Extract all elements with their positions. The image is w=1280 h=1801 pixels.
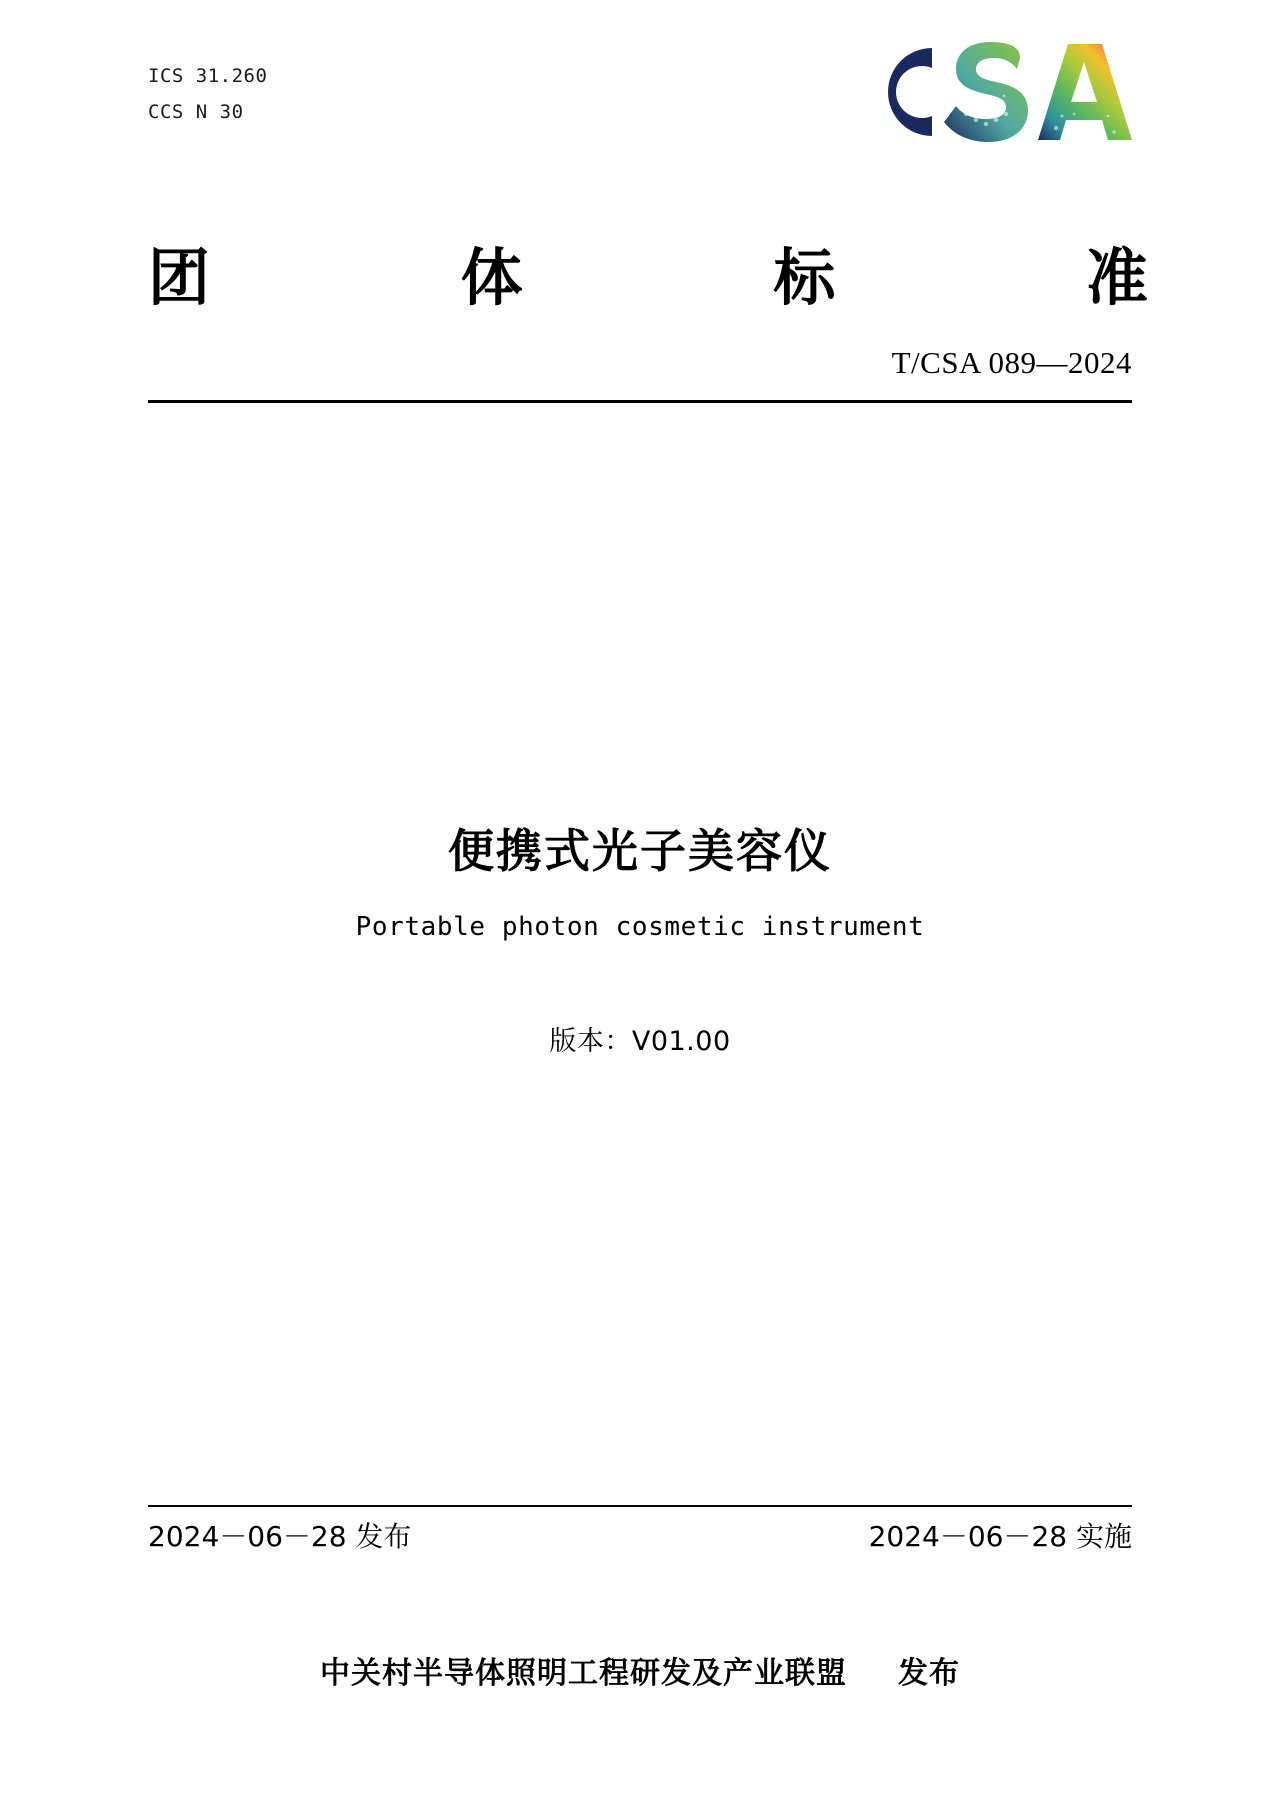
publisher-line xyxy=(0,1648,1280,1692)
logo-letter-s xyxy=(944,42,1028,142)
cover-heading-char-3: 标 xyxy=(773,241,836,314)
ccs-code: CCS N 30 xyxy=(148,101,244,123)
header-divider xyxy=(148,400,1132,403)
classification-codes xyxy=(148,58,267,130)
publisher-name: 中关村半导体照明工程研发及产业联盟 xyxy=(320,1656,848,1691)
logo-letter-a xyxy=(1038,44,1132,140)
ics-code: ICS 31.260 xyxy=(148,65,268,87)
document-title-cn: 便携式光子美容仪 xyxy=(448,824,832,878)
document-title-en: Portable photon cosmetic instrument xyxy=(355,912,925,942)
publisher-suffix: 发布 xyxy=(897,1656,960,1691)
footer-divider xyxy=(148,1505,1132,1507)
document-version: 版本：V01.00 xyxy=(549,1026,731,1057)
cover-heading-char-4: 准 xyxy=(1085,241,1148,314)
cover-heading xyxy=(148,228,1148,317)
logo-letter-c xyxy=(888,48,932,136)
implement-date: 2024－06－28 实施 xyxy=(868,1520,1132,1553)
issue-date: 2024－06－28 发布 xyxy=(148,1520,412,1553)
cover-heading-char-1: 团 xyxy=(148,241,211,314)
standard-number: T/CSA 089—2024 xyxy=(891,345,1132,380)
csa-logo xyxy=(870,36,1140,148)
cover-heading-char-2: 体 xyxy=(460,241,523,314)
